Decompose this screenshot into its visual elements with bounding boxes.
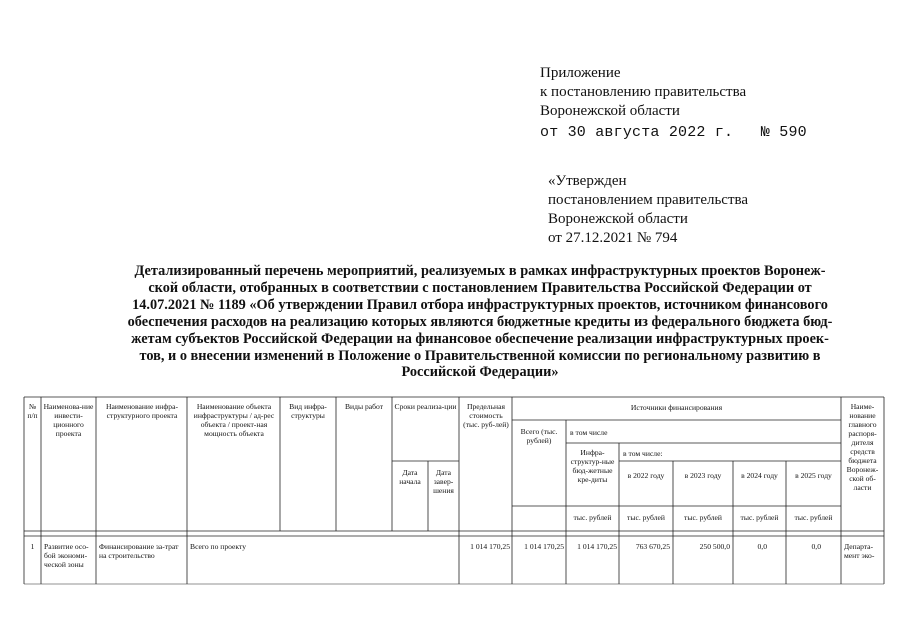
row-num: 1	[30, 542, 35, 551]
unit-label: тыс. рублей	[627, 513, 665, 522]
row-project-name: Развитие осо-бой экономи-ческой зоны	[44, 542, 89, 569]
header-project-name: Наименова-ние инвести-ционного проекта	[43, 402, 94, 438]
header-including: в том числе	[570, 428, 608, 437]
unit-label: тыс. рублей	[794, 513, 833, 522]
title-line: ской области, отобранных в соответствии с постановлением Правительства Российской Федерации от	[148, 279, 812, 296]
header-2022: в 2022 году	[627, 471, 665, 480]
header-terms: Сроки реализа-ции	[394, 402, 457, 411]
appendix-line-2: к постановлению правительства	[540, 84, 747, 100]
title-line: Детализированный перечень мероприятий, реализуемых в рамках инфраструктурных проектов Воронеж-	[134, 263, 826, 279]
appendix-line-1: Приложение	[540, 65, 621, 81]
title-line: Российской Федерации»	[401, 364, 559, 381]
date-number: от 30 августа 2022 г. № 590	[540, 124, 807, 141]
title-line: 14.07.2021 № 1189 «Об утверждении Правил отбора инфраструктурных проектов, источником финансового	[132, 296, 828, 313]
approved-line-4: от 27.12.2021 № 794	[548, 230, 678, 246]
row-2022: 763 670,25	[635, 542, 670, 551]
title-line: обеспечения расходов на реализацию которых являются бюджетные кредиты из федерального бюджета бюд-	[127, 313, 833, 330]
row-infra-credits: 1 014 170,25	[577, 542, 617, 551]
header-limit-cost: Предельная стоимость (тыс. руб-лей)	[463, 402, 509, 429]
header-work-types: Виды работ	[344, 402, 384, 411]
approved-line-1: «Утвержден	[548, 173, 627, 189]
header-infra-object: Наименование объекта инфраструктуры / ад-рес объекта / проект-ная мощность объекта	[193, 402, 275, 438]
header-num: № п/п	[27, 402, 38, 420]
header-main-manager: Наиме-нование главного распоря-дителя средств бюджета Воронеж-ской об-ласти	[846, 402, 879, 492]
title-line: тов, и о внесении изменений в Положение о Правительственной комиссии по региональному развитию в	[139, 347, 821, 364]
header-infra-credits: Инфра-структур-ные бюд-жетные кре-диты	[570, 448, 615, 484]
title-line: жетам субъектов Российской Федерации на финансовое обеспечение реализации инфраструктурных проек-	[131, 330, 829, 347]
row-total: 1 014 170,25	[524, 542, 564, 551]
header-end-date: Дата завер-шения	[433, 468, 454, 495]
header-2025: в 2025 году	[795, 471, 832, 480]
header-2024: в 2024 году	[741, 471, 778, 480]
header-start-date: Дата начала	[399, 468, 421, 486]
unit-label: тыс. рублей	[740, 513, 779, 522]
row-main-manager: Департа-мент эко-	[844, 542, 875, 560]
unit-label: тыс. рублей	[684, 513, 722, 522]
header-total: Всего (тыс. рублей)	[520, 427, 558, 445]
row-2024: 0,0	[757, 542, 767, 551]
row-infra-project: Финансирование за-трат на строительство	[99, 542, 179, 560]
header-2023: в 2023 году	[684, 471, 722, 480]
header-sources: Источники финансирования	[630, 403, 723, 412]
row-limit-cost: 1 014 170,25	[470, 542, 510, 551]
row-2023: 250 500,0	[699, 542, 730, 551]
approved-line-2: постановлением правительства	[548, 192, 749, 208]
row-2025: 0,0	[811, 542, 821, 551]
unit-label: тыс. рублей	[573, 513, 612, 522]
header-infra-project: Наименование инфра-структурного проекта	[106, 402, 178, 420]
appendix-line-3: Воронежской области	[540, 103, 680, 119]
header-infra-type: Вид инфра-структуры	[289, 402, 327, 420]
row-infra-object: Всего по проекту	[190, 542, 247, 551]
header-including-2: в том числе:	[623, 449, 663, 458]
approved-line-3: Воронежской области	[548, 211, 688, 227]
